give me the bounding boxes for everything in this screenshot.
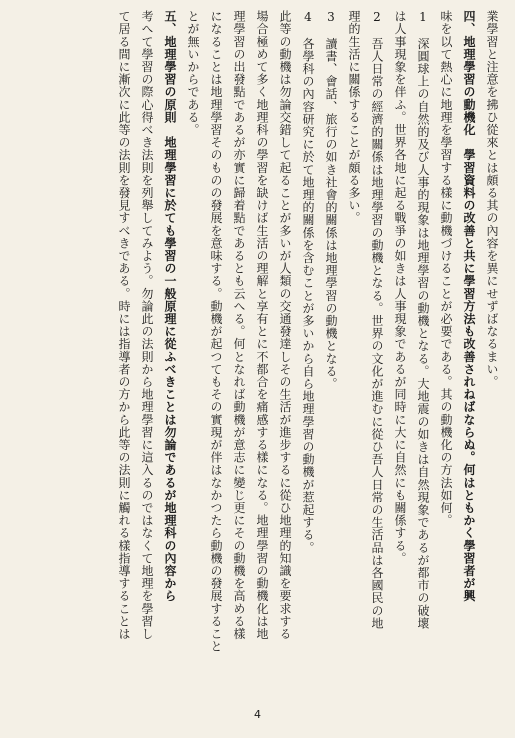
section-heading-4: 四、地理學習の動機化 學習資料の改善と共に學習方法も改善されねばならぬ。何はともかく學習者が興 [462,10,476,603]
list-item-3: 3 讀書、會話、旅行の如き社會的關係は地理學習の動機となる。 [324,10,338,390]
text-line: 理的生活に關係することが頗る多い。 [347,10,361,225]
section-heading-5: 五、地理學習の原則 地理學習に於ても學習の一般原理に從ふべきことは勿論であるが地理科の內容から [163,10,177,603]
text-line: て居る間に漸次に此等の法則を發見すべきである。時には指導者の方から此等の法則に觸れる樣指導することは [117,10,131,640]
text-line: 理學習の出發點であるが亦實に歸着點であるとも云へる。何となれば動機が意志に變じ更にその動機を高める樣 [232,10,246,640]
text-line: は人事現象を伴ふ。世界各地に起る戰爭の如きは人事現象であるが同時に大に自然にも關係する。 [393,10,407,565]
text-line: 業學習と注意を拂ひ從來とは頗る其の內容を異にせずばなるまい。 [485,10,499,388]
list-item-4: 4 各學科の內容研究に於て地理的關係を含むことが多いから自ら地理學習の動機が惹起する。 [301,10,315,554]
text-line: 此等の動機は勿論交錯して起ることが多いが人類の交通發達しその生活が進步するに從ひ地理的知識を要求する [278,10,292,640]
text-line: になることは地理學習そのものの發展を意味する。動機が起つてもその實現が伴はなかつたら動機の發展すること [209,10,223,653]
text-line: 場合極めて多く地理科の學習を缺けば生活の理解と享有とに不都合を痛感する樣になる。地理學習の動機化は地 [255,10,269,640]
list-item-2: 2 吾人日常の經濟的關係は地理學習の動機となる。世界の文化が進むに從ひ吾人日常の生活品は各國民の地 [370,10,384,630]
list-item-1: 1 深圓球上の自然的及び人事的現象は地理學習の動機となる。大地震の如きは自然現象であるが都市の破壞 [416,10,430,630]
body-text [112,10,503,690]
text-line: 味を以て熱心に地理を學習する樣に動機づけることが必要である。其の動機化の方法如何。 [439,10,453,527]
page-number: 4 [254,708,261,721]
text-line: とが無いからである。 [186,10,200,136]
text-line: 考へて學習の際心得べき法則を列舉してみよう。勿論此の法則から地理學習に這入るのではなくて地理を學習し [140,10,154,640]
